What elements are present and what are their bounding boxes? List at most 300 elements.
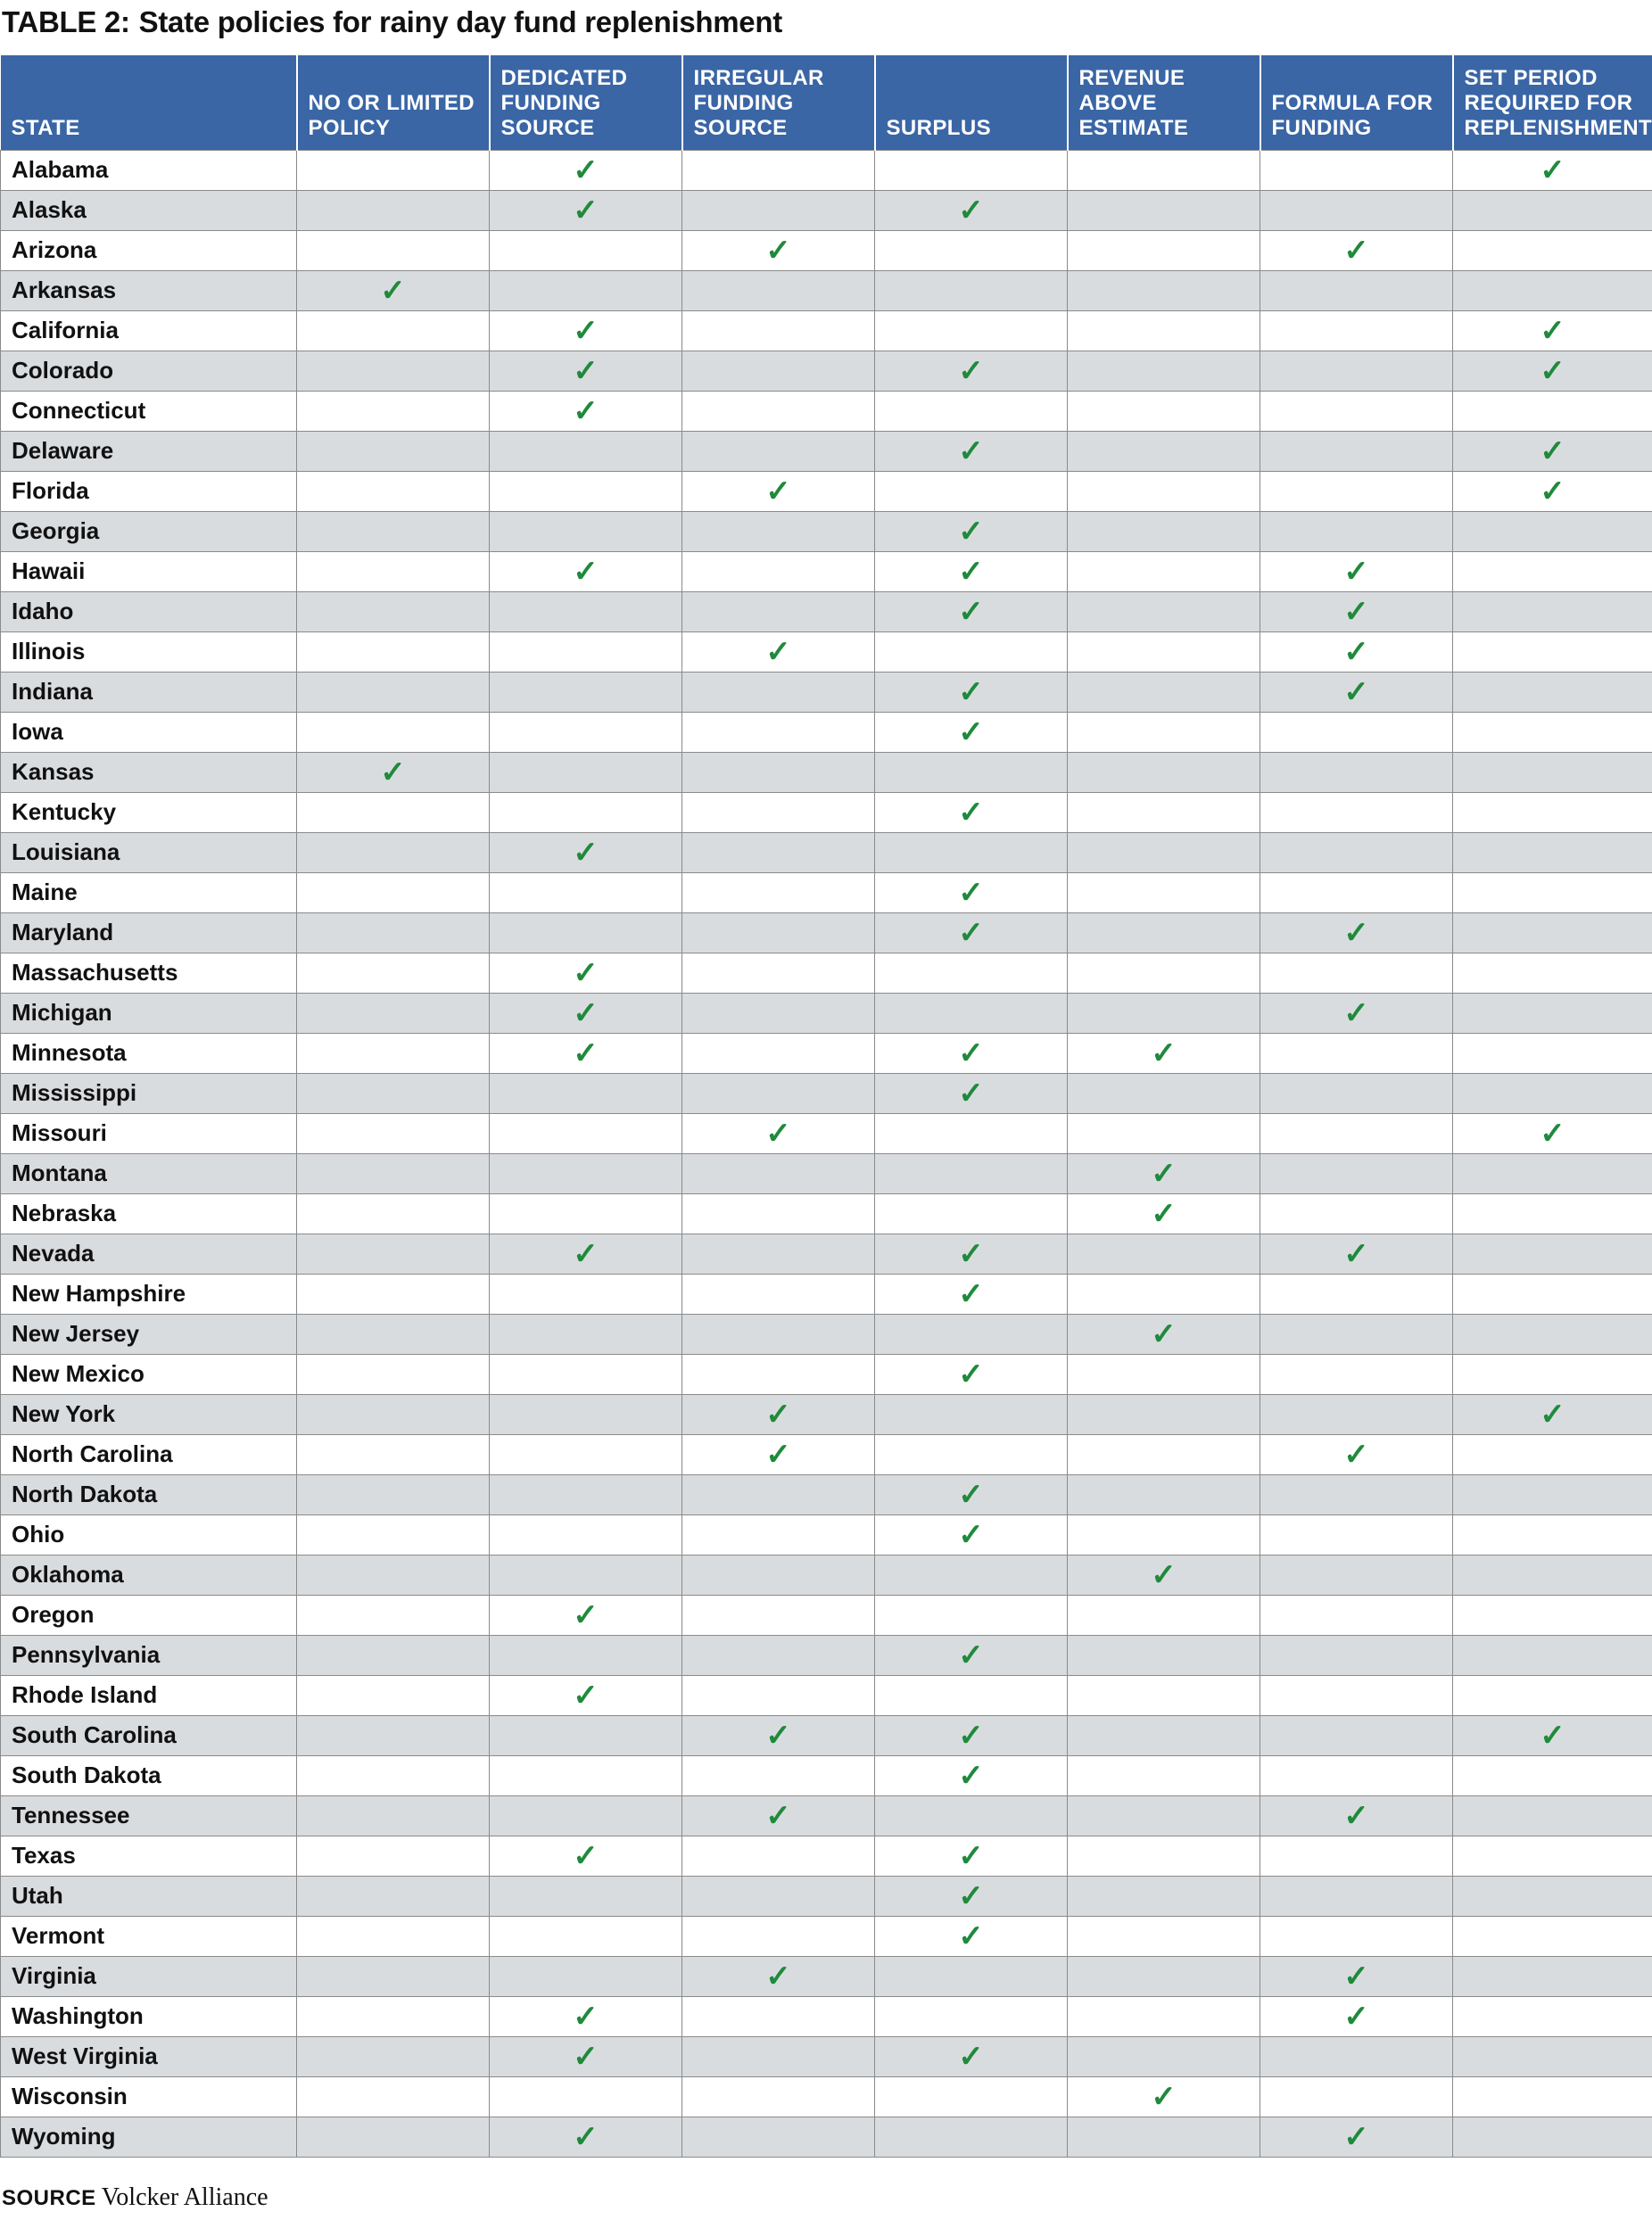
table-row	[1, 551, 1652, 591]
policy-cell	[682, 2117, 875, 2157]
policy-cell	[682, 1274, 875, 1314]
policy-cell	[1453, 792, 1652, 832]
policy-cell	[297, 190, 490, 230]
checkmark-icon: ✓	[958, 674, 984, 709]
policy-cell	[682, 1916, 875, 1956]
policy-cell	[682, 672, 875, 712]
policy-cell	[1068, 1595, 1260, 1635]
policy-cell	[1260, 1916, 1453, 1956]
policy-cell	[490, 391, 682, 431]
policy-cell	[1260, 431, 1453, 471]
state-name-cell: North Dakota	[1, 1474, 297, 1514]
state-name-cell: Arizona	[1, 230, 297, 270]
policy-cell	[490, 2117, 682, 2157]
table-row	[1, 993, 1652, 1033]
policy-cell	[682, 1153, 875, 1193]
policy-cell	[682, 1635, 875, 1675]
checkmark-icon: ✓	[1343, 1959, 1369, 1993]
policy-cell	[1260, 1474, 1453, 1514]
policy-cell	[1453, 1555, 1652, 1595]
state-name-cell: West Virginia	[1, 2036, 297, 2076]
table-row	[1, 1193, 1652, 1234]
policy-cell	[1068, 1795, 1260, 1836]
policy-cell	[490, 1033, 682, 1073]
policy-cell	[1453, 270, 1652, 310]
policy-cell	[297, 752, 490, 792]
policy-cell	[875, 551, 1068, 591]
policy-cell	[875, 1434, 1068, 1474]
table-row	[1, 1033, 1652, 1073]
checkmark-icon: ✓	[573, 835, 599, 870]
table-row	[1, 1113, 1652, 1153]
table-row	[1, 1956, 1652, 1996]
policy-cell	[682, 1956, 875, 1996]
policy-cell	[1260, 2036, 1453, 2076]
checkmark-icon: ✓	[958, 714, 984, 749]
policy-cell	[1453, 511, 1652, 551]
policy-cell	[490, 351, 682, 391]
policy-cell	[297, 230, 490, 270]
policy-cell	[1068, 1555, 1260, 1595]
table-title	[2, 5, 782, 39]
policy-cell	[1453, 1836, 1652, 1876]
table-row	[1, 2117, 1652, 2157]
policy-cell	[682, 1996, 875, 2036]
table-row	[1, 1675, 1652, 1715]
policy-cell	[1260, 752, 1453, 792]
policy-cell	[297, 631, 490, 672]
policy-cell	[1260, 1555, 1453, 1595]
table-row	[1, 1595, 1652, 1635]
policy-cell	[1068, 2036, 1260, 2076]
checkmark-icon: ✓	[1343, 2119, 1369, 2154]
checkmark-icon: ✓	[573, 393, 599, 428]
policy-cell	[297, 551, 490, 591]
policy-cell	[297, 471, 490, 511]
policy-cell	[1068, 1836, 1260, 1876]
policy-cell	[875, 2036, 1068, 2076]
policy-cell	[297, 1996, 490, 2036]
table-row	[1, 953, 1652, 993]
policy-cell	[875, 1996, 1068, 2036]
policy-cell	[682, 1795, 875, 1836]
policy-cell	[1260, 672, 1453, 712]
policy-cell	[1453, 2036, 1652, 2076]
table-row	[1, 230, 1652, 270]
policy-cell	[297, 1555, 490, 1595]
policy-cell	[297, 1193, 490, 1234]
checkmark-icon: ✓	[1343, 995, 1369, 1030]
checkmark-icon: ✓	[1151, 1156, 1177, 1191]
policy-cell	[1260, 150, 1453, 190]
policy-cell	[297, 270, 490, 310]
policy-cell	[1453, 1153, 1652, 1193]
state-name-cell: Massachusetts	[1, 953, 297, 993]
policy-cell	[490, 712, 682, 752]
policy-cell	[1068, 431, 1260, 471]
policy-cell	[1260, 1595, 1453, 1635]
policy-cell	[490, 1514, 682, 1555]
policy-cell	[297, 150, 490, 190]
state-name-cell: New York	[1, 1394, 297, 1434]
policy-cell	[490, 1956, 682, 1996]
checkmark-icon: ✓	[1540, 433, 1565, 468]
checkmark-icon: ✓	[958, 1517, 984, 1552]
checkmark-icon: ✓	[765, 1397, 791, 1432]
table-row	[1, 1795, 1652, 1836]
policy-cell	[682, 1474, 875, 1514]
checkmark-icon: ✓	[958, 1236, 984, 1271]
policy-cell	[297, 511, 490, 551]
policy-cell	[682, 1755, 875, 1795]
policy-cell	[682, 471, 875, 511]
policy-cell	[1068, 752, 1260, 792]
policy-cell	[1453, 1354, 1652, 1394]
checkmark-icon: ✓	[1343, 233, 1369, 268]
policy-cell	[682, 912, 875, 953]
policy-cell	[297, 591, 490, 631]
checkmark-icon: ✓	[1343, 1798, 1369, 1833]
policy-cell	[297, 912, 490, 953]
policy-cell	[1068, 1755, 1260, 1795]
policy-cell	[490, 631, 682, 672]
policy-cell	[490, 1675, 682, 1715]
policy-cell	[875, 1755, 1068, 1795]
state-name-cell: Alaska	[1, 190, 297, 230]
state-name-cell: Florida	[1, 471, 297, 511]
checkmark-icon: ✓	[958, 1718, 984, 1753]
checkmark-icon: ✓	[958, 1919, 984, 1953]
policy-cell	[875, 1635, 1068, 1675]
policy-cell	[297, 1595, 490, 1635]
policy-cell	[297, 1113, 490, 1153]
policy-cell	[875, 1234, 1068, 1274]
policy-cell	[297, 391, 490, 431]
checkmark-icon: ✓	[380, 755, 406, 789]
policy-cell	[490, 872, 682, 912]
policy-cell	[1453, 1434, 1652, 1474]
table-row	[1, 2036, 1652, 2076]
policy-cell	[682, 752, 875, 792]
policy-cell	[297, 1033, 490, 1073]
policy-cell	[297, 1876, 490, 1916]
policy-cell	[1068, 1715, 1260, 1755]
table-row	[1, 832, 1652, 872]
policy-cell	[490, 270, 682, 310]
policy-cell	[297, 1394, 490, 1434]
policy-cell	[875, 511, 1068, 551]
checkmark-icon: ✓	[573, 2119, 599, 2154]
state-name-cell: Montana	[1, 1153, 297, 1193]
checkmark-icon: ✓	[1343, 594, 1369, 629]
policy-cell	[1453, 591, 1652, 631]
policy-cell	[875, 391, 1068, 431]
policy-cell	[1453, 150, 1652, 190]
checkmark-icon: ✓	[1540, 153, 1565, 187]
state-name-cell: Mississippi	[1, 1073, 297, 1113]
table-row	[1, 672, 1652, 712]
table-row	[1, 1514, 1652, 1555]
policy-cell	[682, 1715, 875, 1755]
checkmark-icon: ✓	[958, 594, 984, 629]
policy-cell	[682, 351, 875, 391]
state-name-cell: Kansas	[1, 752, 297, 792]
policy-cell	[682, 832, 875, 872]
policy-cell	[1260, 190, 1453, 230]
policy-cell	[1068, 2076, 1260, 2117]
policy-cell	[490, 672, 682, 712]
checkmark-icon: ✓	[1540, 1397, 1565, 1432]
state-name-cell: Connecticut	[1, 391, 297, 431]
policy-cell	[875, 1033, 1068, 1073]
policy-cell	[297, 1715, 490, 1755]
checkmark-icon: ✓	[1343, 634, 1369, 669]
policy-cell	[1453, 1514, 1652, 1555]
policy-cell	[490, 1755, 682, 1795]
policy-cell	[875, 752, 1068, 792]
policy-cell	[1260, 631, 1453, 672]
policy-cell	[297, 1916, 490, 1956]
state-name-cell: South Dakota	[1, 1755, 297, 1795]
table-row	[1, 310, 1652, 351]
policy-cell	[875, 1555, 1068, 1595]
policy-cell	[875, 993, 1068, 1033]
policy-cell	[1068, 551, 1260, 591]
policy-cell	[490, 1635, 682, 1675]
policy-cell	[490, 1113, 682, 1153]
policy-cell	[1453, 993, 1652, 1033]
checkmark-icon: ✓	[958, 875, 984, 910]
policy-cell	[297, 712, 490, 752]
checkmark-icon: ✓	[958, 514, 984, 549]
policy-cell	[490, 190, 682, 230]
column-header-irregular-funding-source: IRREGULAR FUNDING SOURCE	[682, 55, 875, 150]
policy-cell	[875, 1474, 1068, 1514]
checkmark-icon: ✓	[958, 1477, 984, 1512]
policy-cell	[1068, 190, 1260, 230]
policy-cell	[1453, 1314, 1652, 1354]
policy-cell	[1068, 832, 1260, 872]
state-name-cell: New Hampshire	[1, 1274, 297, 1314]
policy-cell	[1068, 631, 1260, 672]
policy-cell	[490, 2036, 682, 2076]
policy-cell	[297, 1234, 490, 1274]
policy-cell	[1453, 672, 1652, 712]
policy-cell	[875, 1193, 1068, 1234]
policy-cell	[1068, 1153, 1260, 1193]
policy-cell	[490, 1394, 682, 1434]
policy-cell	[1260, 832, 1453, 872]
policy-cell	[1260, 872, 1453, 912]
state-name-cell: Nebraska	[1, 1193, 297, 1234]
table-row	[1, 792, 1652, 832]
policy-cell	[297, 1635, 490, 1675]
policy-cell	[1068, 1033, 1260, 1073]
checkmark-icon: ✓	[573, 1597, 599, 1632]
checkmark-icon: ✓	[380, 273, 406, 308]
column-header-formula-for-funding: FORMULA FOR FUNDING	[1260, 55, 1453, 150]
policy-cell	[490, 1314, 682, 1354]
policy-cell	[875, 872, 1068, 912]
policy-cell	[682, 2076, 875, 2117]
policy-cell	[682, 230, 875, 270]
checkmark-icon: ✓	[1343, 1999, 1369, 2034]
policy-cell	[875, 351, 1068, 391]
policy-cell	[1453, 1033, 1652, 1073]
checkmark-icon: ✓	[958, 193, 984, 227]
policy-cell	[1068, 591, 1260, 631]
table-title-lead: TABLE 2:	[2, 5, 130, 38]
policy-cell	[875, 190, 1068, 230]
policy-cell	[1068, 270, 1260, 310]
policy-cell	[1068, 471, 1260, 511]
table-row	[1, 591, 1652, 631]
state-name-cell: Missouri	[1, 1113, 297, 1153]
source-value: Volcker Alliance	[101, 2183, 268, 2211]
policy-cell	[490, 1274, 682, 1314]
state-name-cell: Pennsylvania	[1, 1635, 297, 1675]
checkmark-icon: ✓	[958, 795, 984, 829]
policy-cell	[490, 1795, 682, 1836]
table-row	[1, 1073, 1652, 1113]
policy-cell	[1068, 912, 1260, 953]
checkmark-icon: ✓	[765, 1116, 791, 1151]
checkmark-icon: ✓	[765, 1437, 791, 1472]
policy-cell	[1453, 2076, 1652, 2117]
table-row	[1, 752, 1652, 792]
policy-cell	[1260, 230, 1453, 270]
policy-cell	[490, 1715, 682, 1755]
state-name-cell: Michigan	[1, 993, 297, 1033]
policy-cell	[1453, 230, 1652, 270]
policy-cell	[875, 1916, 1068, 1956]
policy-cell	[1453, 310, 1652, 351]
policy-cell	[875, 1795, 1068, 1836]
column-header-state: STATE	[1, 55, 297, 150]
policy-cell	[1260, 1795, 1453, 1836]
policy-cell	[1453, 1394, 1652, 1434]
policy-cell	[682, 1514, 875, 1555]
state-name-cell: California	[1, 310, 297, 351]
policy-cell	[1453, 1795, 1652, 1836]
checkmark-icon: ✓	[573, 554, 599, 589]
checkmark-icon: ✓	[1151, 1036, 1177, 1070]
policy-cell	[490, 471, 682, 511]
policy-cell	[875, 150, 1068, 190]
policy-cell	[1260, 1675, 1453, 1715]
table-body	[1, 150, 1652, 2157]
checkmark-icon: ✓	[765, 1718, 791, 1753]
policy-cell	[1260, 591, 1453, 631]
table-row	[1, 1876, 1652, 1916]
policy-cell	[682, 1555, 875, 1595]
policy-cell	[1068, 672, 1260, 712]
checkmark-icon: ✓	[573, 1036, 599, 1070]
policy-cell	[1453, 1595, 1652, 1635]
table-row	[1, 631, 1652, 672]
policy-cell	[297, 993, 490, 1033]
policy-cell	[1068, 1474, 1260, 1514]
policy-cell	[682, 551, 875, 591]
policy-cell	[682, 993, 875, 1033]
table-row	[1, 1314, 1652, 1354]
policy-cell	[1453, 1234, 1652, 1274]
policy-cell	[1453, 1193, 1652, 1234]
policy-cell	[1068, 1876, 1260, 1916]
checkmark-icon: ✓	[958, 1838, 984, 1873]
policy-cell	[1068, 310, 1260, 351]
policy-cell	[1453, 631, 1652, 672]
checkmark-icon: ✓	[573, 313, 599, 348]
policy-cell	[875, 431, 1068, 471]
table-row	[1, 872, 1652, 912]
policy-cell	[1260, 1715, 1453, 1755]
state-name-cell: Illinois	[1, 631, 297, 672]
policy-cell	[1453, 190, 1652, 230]
column-header-no-or-limited-policy: NO OR LIMITED POLICY	[297, 55, 490, 150]
policy-cell	[490, 953, 682, 993]
table-row	[1, 1755, 1652, 1795]
policy-cell	[875, 1675, 1068, 1715]
checkmark-icon: ✓	[1540, 1718, 1565, 1753]
policy-cell	[875, 1876, 1068, 1916]
policy-cell	[682, 1073, 875, 1113]
policy-cell	[1453, 832, 1652, 872]
policy-cell	[1260, 1996, 1453, 2036]
checkmark-icon: ✓	[958, 353, 984, 388]
policy-cell	[490, 1996, 682, 2036]
policy-cell	[1068, 1073, 1260, 1113]
policy-cell	[1068, 1274, 1260, 1314]
policy-cell	[297, 1836, 490, 1876]
policy-cell	[490, 752, 682, 792]
state-name-cell: Wisconsin	[1, 2076, 297, 2117]
checkmark-icon: ✓	[1343, 554, 1369, 589]
policy-cell	[875, 471, 1068, 511]
checkmark-icon: ✓	[573, 1678, 599, 1712]
state-name-cell: Tennessee	[1, 1795, 297, 1836]
policy-cell	[1068, 1314, 1260, 1354]
policy-cell	[297, 1474, 490, 1514]
table-row	[1, 1234, 1652, 1274]
policy-cell	[1453, 1996, 1652, 2036]
policy-cell	[682, 1876, 875, 1916]
policy-cell	[297, 2076, 490, 2117]
checkmark-icon: ✓	[765, 474, 791, 508]
policy-cell	[1068, 792, 1260, 832]
policy-cell	[490, 1474, 682, 1514]
policy-cell	[1260, 1755, 1453, 1795]
policy-cell	[490, 1876, 682, 1916]
policy-cell	[297, 872, 490, 912]
policy-cell	[1260, 310, 1453, 351]
checkmark-icon: ✓	[573, 193, 599, 227]
state-name-cell: Kentucky	[1, 792, 297, 832]
policy-cell	[682, 1434, 875, 1474]
policy-cell	[1453, 431, 1652, 471]
policy-cell	[297, 953, 490, 993]
policy-cell	[875, 1113, 1068, 1153]
policy-cell	[1068, 1354, 1260, 1394]
checkmark-icon: ✓	[958, 1036, 984, 1070]
table-row	[1, 1153, 1652, 1193]
policy-cell	[1068, 1434, 1260, 1474]
policy-cell	[297, 431, 490, 471]
policy-cell	[875, 912, 1068, 953]
state-name-cell: South Carolina	[1, 1715, 297, 1755]
policy-cell	[1260, 471, 1453, 511]
policy-cell	[1260, 1354, 1453, 1394]
